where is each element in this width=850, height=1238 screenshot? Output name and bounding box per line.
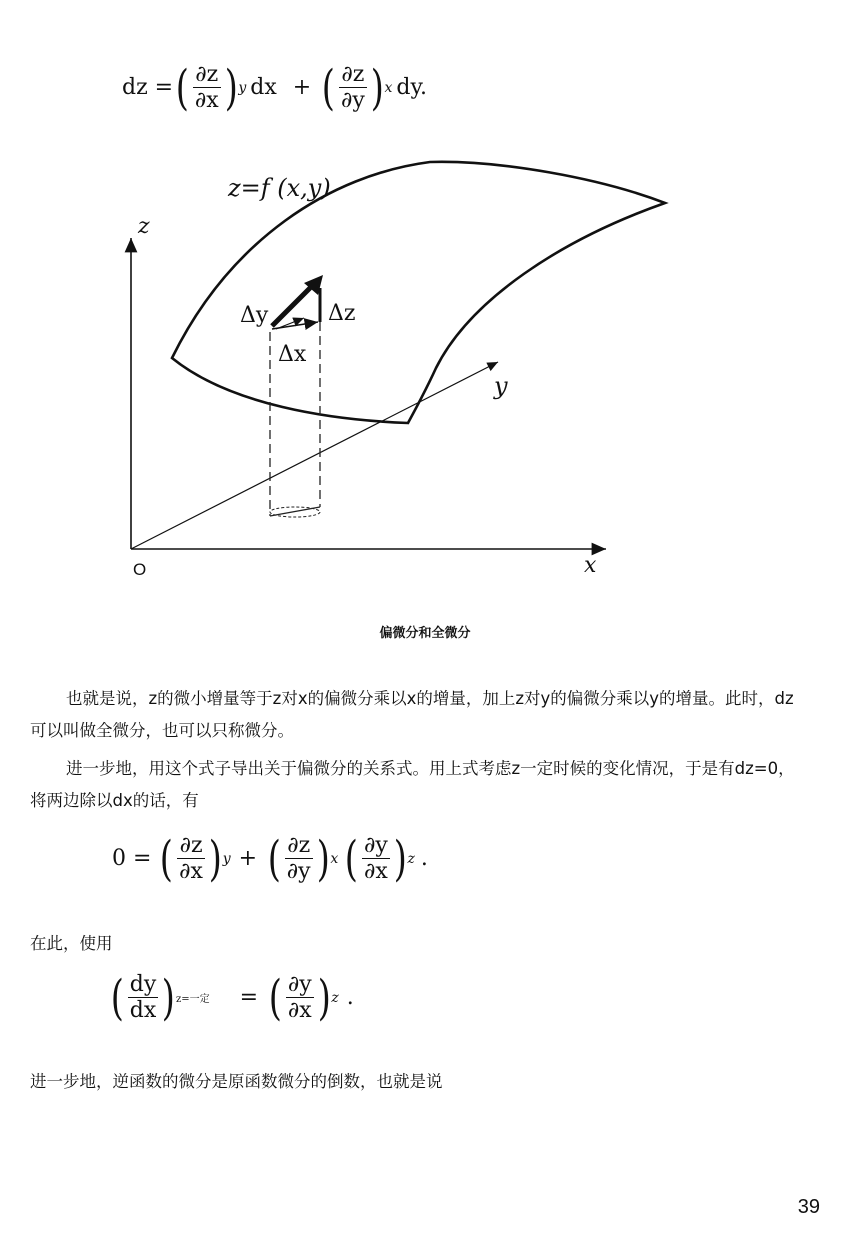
paragraph-1: 也就是说，z的微小增量等于z对x的偏微分乘以x的增量，加上z对y的偏微分乘以y的增量。此时，dz可以叫做全微分，也可以只称微分。 bbox=[30, 689, 794, 740]
eq2-fraction-1: $\frac{\partial z}{\partial x}$ bbox=[179, 833, 203, 884]
paragraph-2: 进一步地，用这个式子导出关于偏微分的关系式。用上式考虑z一定时候的变化情况，于是有dz=0，将两边除以dx的话，有 bbox=[30, 759, 795, 810]
eq3-fraction-2: $\frac{\partial y}{\partial x}$ bbox=[287, 972, 312, 1023]
delta-y-label: Δy bbox=[240, 303, 269, 328]
eq1-fraction-dz-dy: $\frac{\partial z}{\partial y}$ bbox=[340, 62, 365, 113]
equation-partial-relation: 0 = ( $\frac{\partial z}{\partial x}$ ) y + ( $\frac{\partial z}{\partial y}$ ) x ( $\frac{\partial y}{\partial x}$ ) z . bbox=[112, 830, 428, 887]
delta-z-label: Δz bbox=[328, 301, 356, 326]
delta-x-label: Δx bbox=[278, 342, 307, 367]
eq3-fraction-1: $\frac{dy}{dx}$ bbox=[129, 972, 157, 1023]
equation-total-differential: dz = ( $\frac{\partial z}{\partial x}$ ) y dx + ( $\frac{\partial z}{\partial y}$ ) x dy. bbox=[122, 59, 428, 116]
paragraph-3: 在此，使用 bbox=[30, 934, 113, 953]
origin-label: O bbox=[133, 560, 147, 579]
paragraph-4: 进一步地，逆函数的微分是原函数微分的倒数，也就是说 bbox=[30, 1072, 443, 1091]
figure-caption: 偏微分和全微分 bbox=[379, 626, 471, 641]
eq1-lhs: dz = bbox=[122, 75, 174, 100]
eq2-fraction-2: $\frac{\partial z}{\partial y}$ bbox=[286, 833, 311, 884]
y-axis bbox=[131, 362, 498, 549]
eq2-fraction-3: $\frac{\partial y}{\partial x}$ bbox=[363, 833, 388, 884]
y-axis-label: y bbox=[494, 372, 508, 400]
equation-inverse-use: ( $\frac{dy}{dx}$ ) z=一定 = ( $\frac{\partial y}{\partial x}$ ) z . bbox=[110, 969, 354, 1026]
delta-diagonal bbox=[272, 284, 314, 326]
x-axis-label: x bbox=[584, 553, 597, 578]
z-axis-label: z bbox=[138, 214, 150, 239]
surface-label: z=f (x,y) bbox=[228, 174, 331, 202]
page-number: 39 bbox=[797, 1196, 820, 1218]
eq1-fraction-dz-dx: $\frac{\partial z}{\partial x}$ bbox=[194, 62, 219, 113]
